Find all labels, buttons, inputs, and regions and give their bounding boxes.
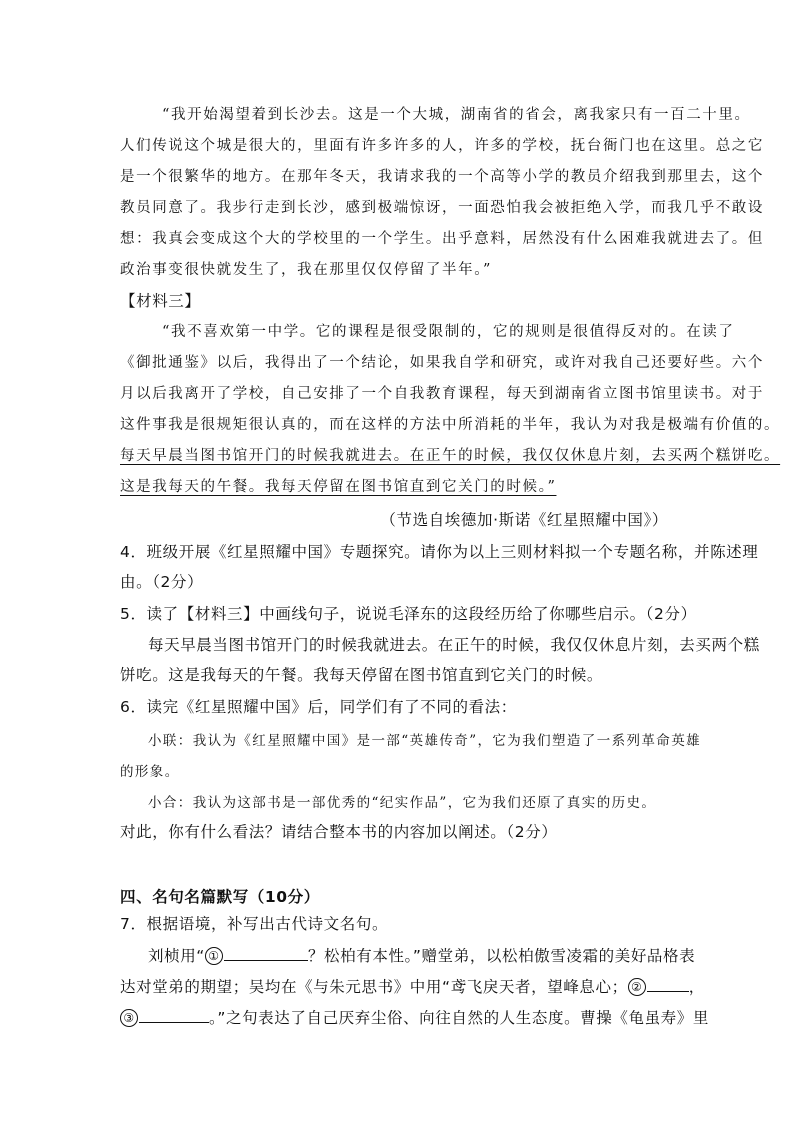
q7-text: 。”之句表达了自己厌弃尘俗、向往自然的人生态度。曹操《龟虽寿》里: [209, 1009, 709, 1027]
question-7: 7．根据语境，补写出古代诗文名句。: [120, 915, 389, 933]
student-view-xiaolian-cont: 的形象。: [120, 764, 180, 780]
q7-text: ，: [688, 978, 705, 996]
material3-line: 月以后我离开了学校，自己安排了一个自我教育课程，每天到湖南省立图书馆里读书。对于: [120, 386, 764, 402]
question-7-line-3: [120, 1006, 709, 1028]
question-5-quote: 饼吃。这是我每天的午餐。我每天停留在图书馆直到它关门的时候。: [120, 666, 604, 684]
material2-line: “我开始渴望着到长沙去。这是一个大城，湖南省的省会，离我家只有一百二十里。: [162, 107, 751, 123]
question-5: 5．读了【材料三】中画线句子，说说毛泽东的这段经历给了你哪些启示。（2分）: [120, 605, 697, 623]
question-4: 4．班级开展《红星照耀中国》专题探究。请你为以上三则材料拟一个专题名称，并陈述理: [120, 543, 759, 561]
material3-line: 这件事我是很规矩很认真的，而在这样的方法中所消耗的半年，我认为对我是极端有价值的。: [120, 417, 781, 433]
material3-underlined-line: 这是我每天的午餐。我每天停留在图书馆直到它关门的时候。”: [120, 479, 557, 495]
answer-blank-2[interactable]: [647, 976, 689, 993]
question-4-cont: 由。（2分）: [120, 573, 204, 591]
question-6-prompt: 对此，你有什么看法？请结合整本书的内容加以阐述。（2分）: [120, 823, 558, 841]
q7-text: 刘桢用“: [148, 947, 205, 965]
answer-blank-3[interactable]: [139, 1007, 209, 1024]
blank-number-1: ①: [205, 947, 223, 965]
material3-line: “我不喜欢第一中学。它的课程是很受限制的，它的规则是很值得反对的。在读了: [162, 324, 735, 340]
material2-line: 是一个很繁华的地方。在那年冬天，我请求我的一个高等小学的教员介绍我到那里去，这个: [120, 169, 764, 185]
blank-number-2: ②: [628, 978, 646, 996]
material2-line: 教员同意了。我步行走到长沙，感到极端惊讶，一面恐怕我会被拒绝入学，而我几乎不敢设: [120, 200, 764, 216]
answer-blank-1[interactable]: [224, 945, 308, 962]
blank-number-3: ③: [120, 1009, 138, 1027]
question-6: 6．读完《红星照耀中国》后，同学们有了不同的看法：: [120, 698, 517, 716]
material3-heading: 【材料三】: [120, 292, 201, 310]
q7-text: ？松柏有本性。”赠堂弟，以松柏傲雪凌霜的美好品格表: [307, 947, 696, 965]
q7-text: 达对堂弟的期望；吴均在《与朱元思书》中用“鸢飞戾天者，望峰息心；: [120, 978, 628, 996]
question-5-quote: 每天早晨当图书馆开门的时候我就进去。在正午的时候，我仅仅休息片刻，去买两个糕: [148, 636, 760, 654]
material2-line: 想：我真会变成这个大的学校里的一个学生。出乎意料，居然没有什么困难我就进去了。但: [120, 231, 764, 247]
material2-line: 人们传说这个城是很大的，里面有许多许多的人，许多的学校，抚台衙门也在这里。总之它: [120, 138, 764, 154]
material3-line: 《御批通鉴》以后，我得出了一个结论，如果我自学和研究，或许对我自己还要好些。六个: [120, 355, 764, 371]
section-4-title: 四、名句名篇默写（10分）: [120, 888, 320, 906]
material2-line: 政治事变很快就发生了，我在那里仅仅停留了半年。”: [120, 262, 493, 278]
source-note: （节选自埃德加·斯诺《红星照耀中国》）: [380, 511, 668, 529]
question-7-line-2: [120, 975, 705, 997]
question-7-line-1: [148, 944, 695, 966]
student-view-xiaohe: 小合：我认为这部书是一部优秀的“纪实作品”，它为我们还原了真实的历史。: [148, 795, 657, 811]
material3-underlined-line: 每天早晨当图书馆开门的时候我就进去。在正午的时候，我仅仅休息片刻，去买两个糕饼吃。: [120, 448, 781, 464]
student-view-xiaolian: 小联：我认为《红星照耀中国》是一部“英雄传奇”，它为我们塑造了一系列革命英雄: [148, 733, 702, 749]
